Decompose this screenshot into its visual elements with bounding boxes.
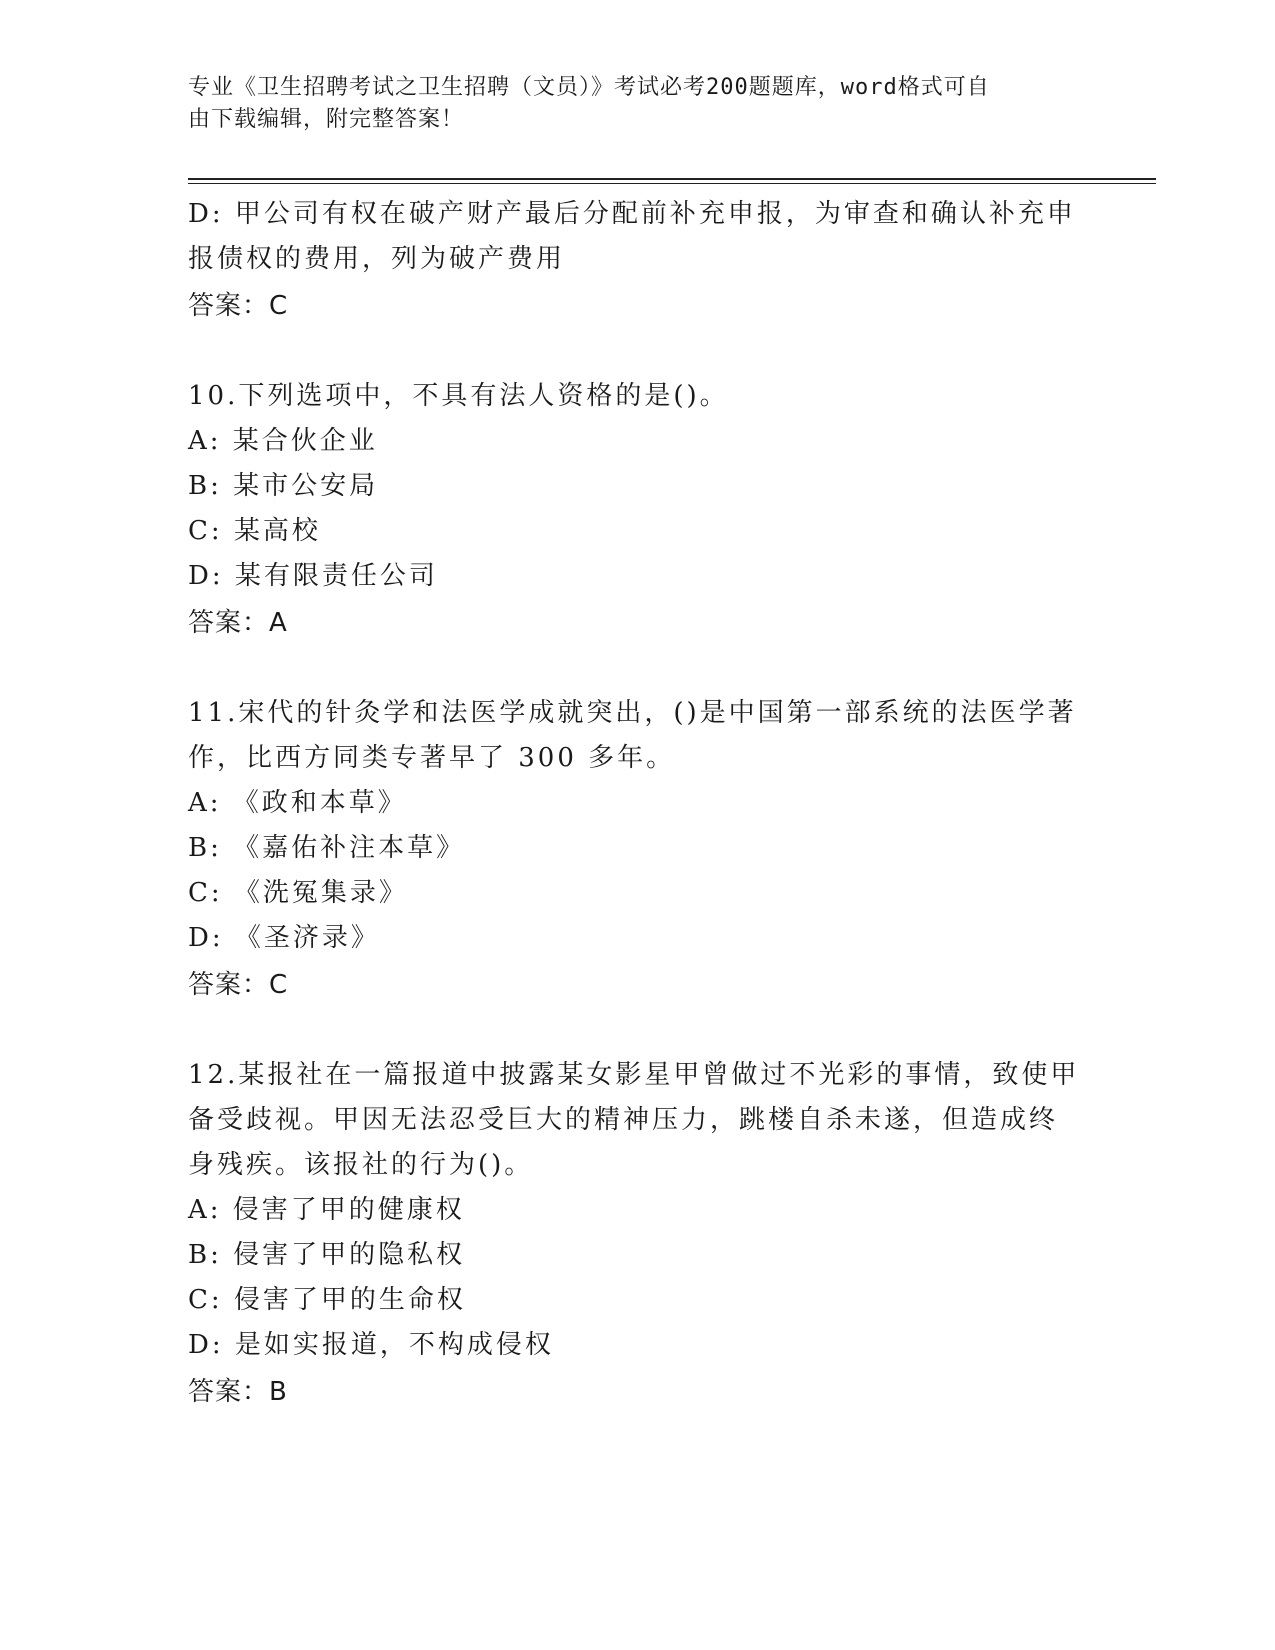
- header-divider-thin: [188, 183, 1156, 184]
- question-stem: 10.下列选项中，不具有法人资格的是()。: [188, 381, 729, 411]
- answer-line: 答案：B: [188, 1377, 288, 1407]
- header-line-1: 专业《卫生招聘考试之卫生招聘（文员）》考试必考200题题库，word格式可自: [188, 75, 990, 100]
- option-c: C: 侵害了甲的生命权: [188, 1285, 466, 1315]
- answer-line: 答案：C: [188, 291, 289, 321]
- option-b: B: 某市公安局: [188, 471, 379, 501]
- option-a: A: 某合伙企业: [188, 426, 378, 456]
- previous-question-tail: [188, 192, 1088, 329]
- question-stem-line-1: 12.某报社在一篇报道中披露某女影星甲曾做过不光彩的事情，致使甲: [188, 1060, 1080, 1090]
- option-a: A: 《政和本草》: [188, 788, 407, 818]
- answer-line: 答案：C: [188, 970, 289, 1000]
- question-stem-line-2: 备受歧视。甲因无法忍受巨大的精神压力，跳楼自杀未遂，但造成终: [188, 1105, 1059, 1135]
- question-stem-line-2: 作，比西方同类专著早了 300 多年。: [188, 743, 676, 773]
- header-line-2: 由下载编辑，附完整答案！: [188, 107, 465, 132]
- header-divider-thick: [188, 178, 1156, 180]
- question-stem-line-1: 11.宋代的针灸学和法医学成就突出，()是中国第一部系统的法医学著: [188, 698, 1077, 728]
- option-d: D: 是如实报道，不构成侵权: [188, 1330, 554, 1360]
- option-d: D: 《圣济录》: [188, 923, 380, 953]
- question-12: [188, 1053, 1088, 1415]
- document-header: [188, 72, 1068, 136]
- option-d-line-1: D: 甲公司有权在破产财产最后分配前补充申报，为审查和确认补充申: [188, 199, 1076, 229]
- option-d: D: 某有限责任公司: [188, 561, 438, 591]
- option-b: B: 《嘉佑补注本草》: [188, 833, 466, 863]
- option-d-line-2: 报债权的费用，列为破产费用: [188, 244, 566, 274]
- option-b: B: 侵害了甲的隐私权: [188, 1240, 466, 1270]
- question-content: [188, 192, 1088, 1415]
- question-stem-line-3: 身残疾。该报社的行为()。: [188, 1150, 534, 1180]
- question-10: [188, 374, 1088, 646]
- option-a: A: 侵害了甲的健康权: [188, 1195, 465, 1225]
- question-11: [188, 691, 1088, 1008]
- answer-line: 答案：A: [188, 608, 288, 638]
- option-c: C: 某高校: [188, 516, 321, 546]
- option-c: C: 《洗冤集录》: [188, 878, 408, 908]
